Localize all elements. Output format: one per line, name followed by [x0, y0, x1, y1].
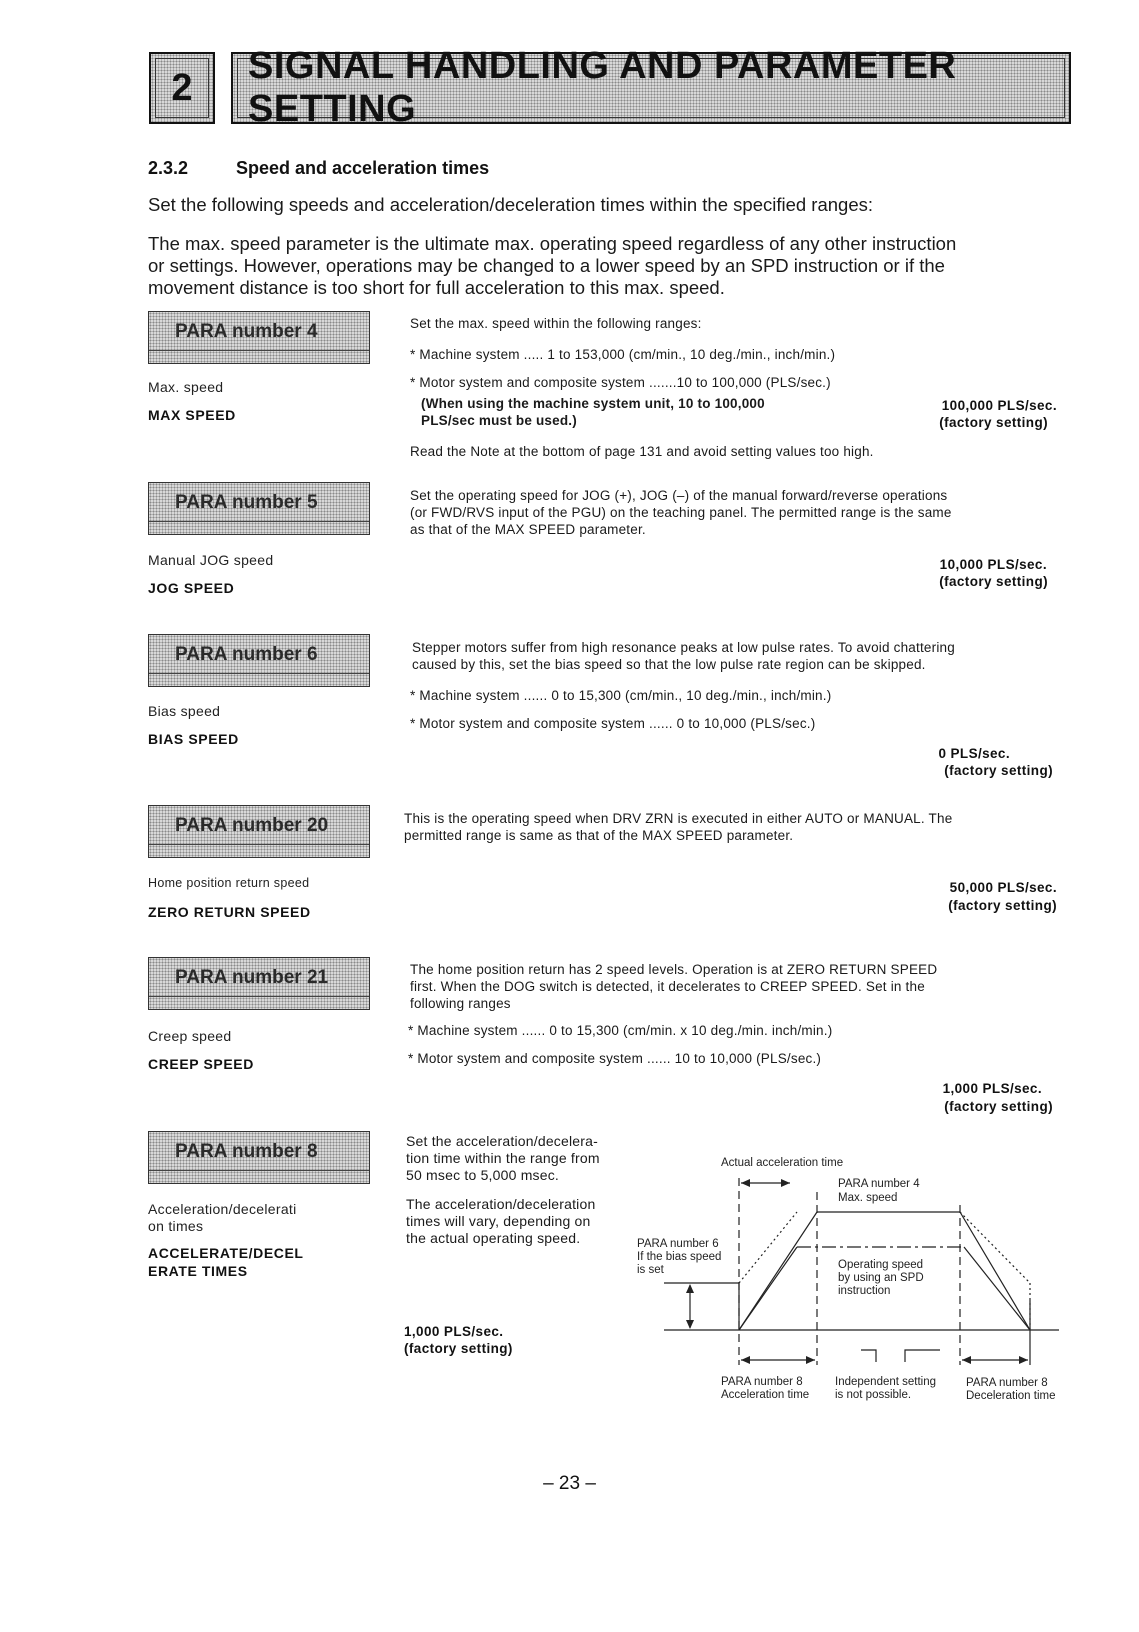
intro-paragraph-1: Set the following speeds and acceleration/deceleration times within the specified ranges: [148, 194, 874, 215]
param-8-line-2: tion time within the range from [406, 1150, 600, 1166]
diagram-indep-line-1: Independent setting [835, 1376, 937, 1388]
param-21-line-2: first. When the DOG switch is detected, it decelerates to CREEP SPEED. Set in the [410, 979, 925, 994]
param-name-jog-speed: JOG SPEED [148, 580, 235, 596]
param-8-line-5: times will vary, depending on [406, 1213, 591, 1229]
diagram-para8-accel-line-1: PARA number 8 [721, 1376, 803, 1388]
param-4-note: Read the Note at the bottom of page 131 and avoid setting values too high. [410, 444, 874, 459]
param-name-zero-return-speed: ZERO RETURN SPEED [148, 904, 311, 920]
param-20-default-value: 50,000 PLS/sec. [949, 880, 1057, 895]
param-label-bias-speed: Bias speed [148, 703, 221, 719]
page-number: – 23 – [543, 1473, 596, 1494]
diagram-para8-decel-line-1: PARA number 8 [966, 1377, 1048, 1389]
diagram-para8-decel-line-2: Deceleration time [966, 1390, 1056, 1402]
diagram-op-speed-line-1: Operating speed [838, 1259, 924, 1271]
chapter-title: SIGNAL HANDLING AND PARAMETER SETTING [237, 58, 1065, 118]
section-title: Speed and acceleration times [236, 158, 490, 178]
param-6-line-1: Stepper motors suffer from high resonance peaks at low pulse rates. To avoid chattering [412, 640, 955, 655]
arrowhead [781, 1179, 790, 1187]
param-label-max-speed: Max. speed [148, 379, 224, 395]
param-name-creep-speed: CREEP SPEED [148, 1056, 254, 1072]
param-8-line-1: Set the acceleration/decelera- [406, 1133, 598, 1149]
chapter-number: 2 [155, 58, 209, 118]
diagram-max-speed-label: Max. speed [838, 1192, 898, 1204]
param-label-zero-return-speed: Home position return speed [148, 876, 310, 890]
param-8-default-label: (factory setting) [404, 1341, 513, 1356]
param-21-bullet-2: * Motor system and composite system ...... 10 to 10,000 (PLS/sec.) [408, 1051, 822, 1066]
arrowhead [686, 1320, 694, 1329]
param-21-bullet-1: * Machine system ...... 0 to 15,300 (cm/min. x 10 deg./min. inch/min.) [408, 1023, 833, 1038]
indep-bracket-left [861, 1350, 876, 1362]
param-name-bias-speed: BIAS SPEED [148, 731, 239, 747]
param-label-creep-speed: Creep speed [148, 1028, 232, 1044]
arrowhead [962, 1356, 971, 1364]
param-21-line-1: The home position return has 2 speed levels. Operation is at ZERO RETURN SPEED [410, 962, 938, 977]
param-8-line-4: The acceleration/deceleration [406, 1196, 596, 1212]
param-4-line-1: Set the max. speed within the following ranges: [410, 316, 702, 331]
spd-decel-ramp [964, 1247, 1030, 1330]
diagram-op-speed-line-3: instruction [838, 1285, 891, 1297]
param-8-line-6: the actual operating speed. [406, 1230, 581, 1246]
param-20-line-2: permitted range is same as that of the MAX SPEED parameter. [404, 828, 794, 843]
param-20-line-1: This is the operating speed when DRV ZRN is executed in either AUTO or MANUAL. The [404, 811, 953, 826]
intro-paragraph-2-line-3: movement distance is too short for full acceleration to this max. speed. [148, 277, 725, 298]
param-4-bold-line-1: (When using the machine system unit, 10 to 100,000 [421, 396, 765, 411]
param-6-bullet-2: * Motor system and composite system ...... 0 to 10,000 (PLS/sec.) [410, 716, 816, 731]
para-box-label: PARA number 20 [175, 814, 329, 836]
param-6-default-label: (factory setting) [944, 763, 1053, 778]
para-box-label: PARA number 21 [175, 966, 329, 988]
arrowhead [1019, 1356, 1028, 1364]
param-4-line-3: * Motor system and composite system .......10 to 100,000 (PLS/sec.) [410, 375, 831, 390]
param-8-default-value: 1,000 PLS/sec. [404, 1324, 504, 1339]
para-box-label: PARA number 4 [175, 320, 318, 342]
arrowhead [741, 1179, 750, 1187]
diagram-bias-if-label: If the bias speed [637, 1251, 722, 1263]
param-4-default-label: (factory setting) [939, 415, 1048, 430]
param-label-accel-line-2: on times [148, 1218, 204, 1234]
param-label-accel-line-1: Acceleration/decelerati [148, 1201, 297, 1217]
param-21-default-value: 1,000 PLS/sec. [942, 1081, 1042, 1096]
param-name-accel-line-2: ERATE TIMES [148, 1263, 248, 1279]
section-number: 2.3.2 [148, 158, 189, 178]
arrowhead [686, 1284, 694, 1293]
indep-bracket-right [905, 1350, 940, 1362]
param-4-line-2: * Machine system ..... 1 to 153,000 (cm/min., 10 deg./min., inch/min.) [410, 347, 836, 362]
bias-accel-dotted [739, 1212, 797, 1283]
intro-paragraph-2-line-1: The max. speed parameter is the ultimate max. operating speed regardless of any other instruction [148, 233, 957, 254]
arrowhead [806, 1356, 815, 1364]
diagram-actual-accel-label: Actual acceleration time [721, 1157, 844, 1169]
param-4-default-value: 100,000 PLS/sec. [941, 398, 1057, 413]
param-6-bullet-1: * Machine system ...... 0 to 15,300 (cm/min., 10 deg./min., inch/min.) [410, 688, 832, 703]
param-20-default-label: (factory setting) [948, 898, 1057, 913]
param-21-default-label: (factory setting) [944, 1099, 1053, 1114]
param-label-jog-speed: Manual JOG speed [148, 552, 274, 568]
param-4-bold-line-2: PLS/sec must be used.) [421, 413, 577, 428]
param-5-line-2: (or FWD/RVS input of the PGU) on the teaching panel. The permitted range is the same [410, 505, 952, 520]
bias-decel-dotted [960, 1212, 1030, 1283]
param-5-default-label: (factory setting) [939, 574, 1048, 589]
spd-accel-ramp [739, 1247, 797, 1330]
intro-paragraph-2-line-2: or settings. However, operations may be changed to a lower speed by an SPD instruction or if the [148, 255, 945, 276]
param-5-line-1: Set the operating speed for JOG (+), JOG (–) of the manual forward/reverse operations [410, 488, 948, 503]
diagram-para6-label: PARA number 6 [637, 1238, 719, 1250]
param-21-line-3: following ranges [410, 996, 511, 1011]
param-5-line-3: as that of the MAX SPEED parameter. [410, 522, 646, 537]
param-6-line-2: caused by this, set the bias speed so that the low pulse rate region can be skipped. [412, 657, 926, 672]
diagram-indep-line-2: is not possible. [835, 1389, 912, 1401]
para-box-label: PARA number 8 [175, 1140, 318, 1162]
param-8-line-3: 50 msec to 5,000 msec. [406, 1167, 560, 1183]
diagram-is-set-label: is set [637, 1264, 664, 1276]
decel-ramp [960, 1212, 1030, 1330]
diagram-para8-accel-line-2: Acceleration time [721, 1389, 810, 1401]
para-box-label: PARA number 5 [175, 491, 318, 513]
diagram-para4-label: PARA number 4 [838, 1178, 920, 1190]
param-5-default-value: 10,000 PLS/sec. [939, 557, 1047, 572]
diagram-op-speed-line-2: by using an SPD [838, 1272, 924, 1284]
arrowhead [741, 1356, 750, 1364]
para-box-label: PARA number 6 [175, 643, 318, 665]
param-name-max-speed: MAX SPEED [148, 407, 236, 423]
param-6-default-value: 0 PLS/sec. [938, 746, 1010, 761]
param-name-accel-line-1: ACCELERATE/DECEL [148, 1245, 304, 1261]
